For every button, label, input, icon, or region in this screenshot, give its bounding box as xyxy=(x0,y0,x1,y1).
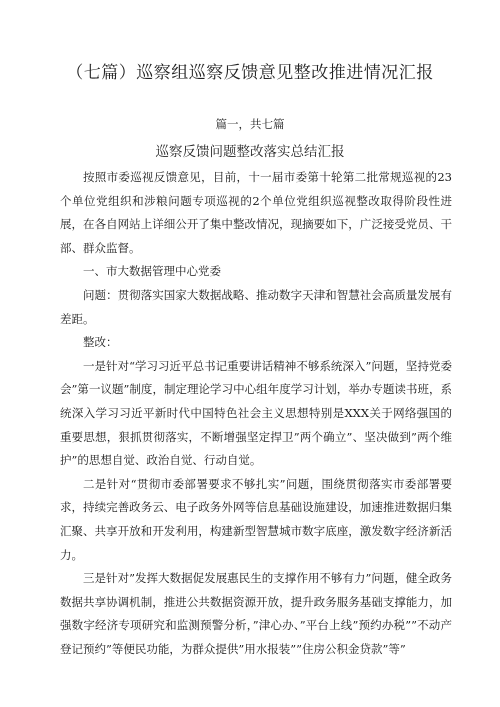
paragraph-heading-1: 一、市大数据管理中心党委 xyxy=(83,264,221,279)
paragraph-item-2: 二是针对“贯彻市委部署要求不够扎实”问题，围绕贯彻落实市委部署要求，持续完善政务云、电子政务外网等信息基础设施建设，加速推进数据归集汇聚、共享开放和开发利用，构建新型智慧城市数字底座，激发数字经济新活力。 xyxy=(60,476,452,562)
section-label: 篇一，共七篇 xyxy=(215,117,285,131)
paragraph-item-3: 三是针对”发挥大数据促发展惠民生的支撑作用不够有力”问题，健全政务数据共享协调机制，推进公共数据资源开放，提升政务服务基础支撑能力，加强数字经济专项研究和监测预警分析，”津心办、”平台上线”预约办税””不动产登记预约”等便民功能，为群众提供”用水报装””住房公积金贷款”等” xyxy=(60,571,452,656)
paragraph-rectification-label: 整改： xyxy=(83,335,118,350)
section-title: 巡察反馈问题整改落实总结汇报 xyxy=(155,144,345,160)
paragraph-intro: 按照市委巡视反馈意见，目前，十一届市委第十轮第二批常规巡视的23个单位党组织和涉粮问题专项巡视的2个单位党组织巡视整改取得阶段性进展，在各自网站上详细公开了集中整改情况，现摘要如下，广泛接受党员、干部、群众监督。 xyxy=(60,170,452,255)
document-body xyxy=(60,166,452,661)
paragraph-problem: 问题：贯彻落实国家大数据战略、推动数字天津和智慧社会高质量发展有差距。 xyxy=(60,287,452,326)
document-title: （七篇）巡察组巡察反馈意见整改推进情况汇报 xyxy=(66,63,434,83)
paragraph-item-1: 一是针对“学习习近平总书记重要讲话精神不够系统深入”问题，坚持党委会”第一议题”制度，制定理论学习中心组年度学习计划，举办专题读书班，系统深入学习习近平新时代中国特色社会主义思想特别是XXX关于网络强国的重要思想，狠抓贯彻落实，不断增强坚定捍卫”两个确立”、坚决做到”两个维护”的思想自觉、政治自觉、行动自觉。 xyxy=(60,358,452,468)
